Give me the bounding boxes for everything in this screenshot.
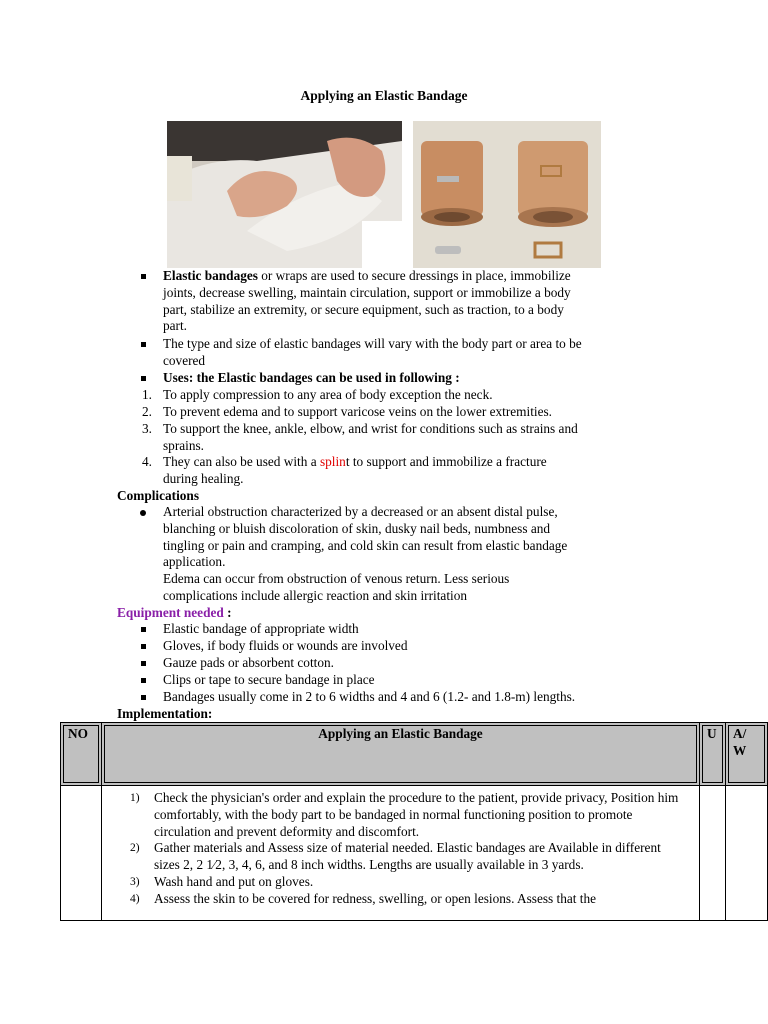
equipment-item: Bandages usually come in 2 to 6 widths and 4 and 6 (1.2- and 1.8-m) lengths. bbox=[163, 689, 576, 704]
list-item: 4) Assess the skin to be covered for redness, swelling, or open lesions. Assess that the bbox=[129, 890, 597, 906]
list-item: 2) Gather materials and Assess size of material needed. Elastic bandages are Available in different sizes 2, 2 1⁄2, 3, 4, 6, and 8 inch widths. Lengths are usually available in 3 yards. bbox=[129, 840, 661, 873]
table-row bbox=[61, 786, 768, 921]
bullet-marker bbox=[141, 661, 146, 666]
equipment-item: Clips or tape to secure bandage in place bbox=[163, 672, 375, 687]
equipment-item: Elastic bandage of appropriate width bbox=[163, 621, 359, 636]
use-item-3: To support the knee, ankle, elbow, and wrist for conditions such as strains and sprains. bbox=[163, 421, 578, 453]
bullet-marker bbox=[141, 342, 146, 347]
bullet-marker bbox=[141, 627, 146, 632]
bandaging-photo bbox=[167, 121, 402, 268]
bullet-marker bbox=[141, 274, 146, 279]
intro-bullet-1: Elastic bandages or wraps are used to secure dressings in place, immobilize joints, decrease swelling, maintain circulation, support or immobilize a body part, stabilize an extremity, or secure equipment, such as traction, to a body part. bbox=[163, 268, 571, 334]
use-item-1: To apply compression to any area of body exception the neck. bbox=[163, 387, 493, 402]
equipment-heading: Equipment needed : bbox=[117, 605, 232, 620]
elastic-bandage-rolls-photo bbox=[413, 121, 601, 268]
header-procedure: Applying an Elastic Bandage bbox=[101, 723, 699, 786]
bullet-marker bbox=[141, 644, 146, 649]
procedure-table bbox=[60, 722, 768, 921]
header-aw: A/ W bbox=[726, 723, 768, 786]
table-header-row bbox=[61, 723, 768, 786]
header-no: NO bbox=[61, 723, 102, 786]
list-item: 1) Check the physician's order and explain the procedure to the patient, provide privacy, Position him comfortably, with the body part to be bandaged in normal functioning position to promote circulation and prevent deformity and discomfort. bbox=[129, 790, 679, 839]
bullet-marker bbox=[140, 510, 146, 516]
bullet-marker bbox=[141, 376, 146, 381]
bullet-marker bbox=[141, 695, 146, 700]
complications-text: Arterial obstruction characterized by a decreased or an absent distal pulse, blanching or bluish discoloration of skin, dusky nail beds, numbness and tingling or pain and cramping, and cold skin can result from elastic bandage application. Edema can occur from obstruction of venous return. Less serious complications include allergic reaction and skin irritation bbox=[163, 504, 568, 603]
intro-bullet-2: The type and size of elastic bandages will vary with the body part or area to be covered bbox=[163, 336, 582, 368]
implementation-heading: Implementation: bbox=[117, 706, 213, 721]
list-number: 2. bbox=[142, 404, 152, 419]
complications-heading: Complications bbox=[117, 488, 200, 503]
page-title: Applying an Elastic Bandage bbox=[300, 88, 468, 103]
uses-heading: Uses: the Elastic bandages can be used in following : bbox=[163, 370, 460, 385]
list-number: 4. bbox=[142, 454, 152, 469]
equipment-item: Gauze pads or absorbent cotton. bbox=[163, 655, 334, 670]
use-item-4: They can also be used with a splint to support and immobilize a fracture during healing. bbox=[163, 454, 547, 486]
list-number: 3. bbox=[142, 421, 152, 436]
equipment-item: Gloves, if body fluids or wounds are involved bbox=[163, 638, 408, 653]
use-item-2: To prevent edema and to support varicose veins on the lower extremities. bbox=[163, 404, 552, 419]
list-item: 3) Wash hand and put on gloves. bbox=[129, 873, 314, 889]
splint-link-text: splin bbox=[319, 454, 346, 469]
procedure-steps-cell bbox=[101, 786, 699, 921]
bullet-marker bbox=[141, 678, 146, 683]
header-u: U bbox=[700, 723, 726, 786]
list-number: 1. bbox=[142, 387, 152, 402]
